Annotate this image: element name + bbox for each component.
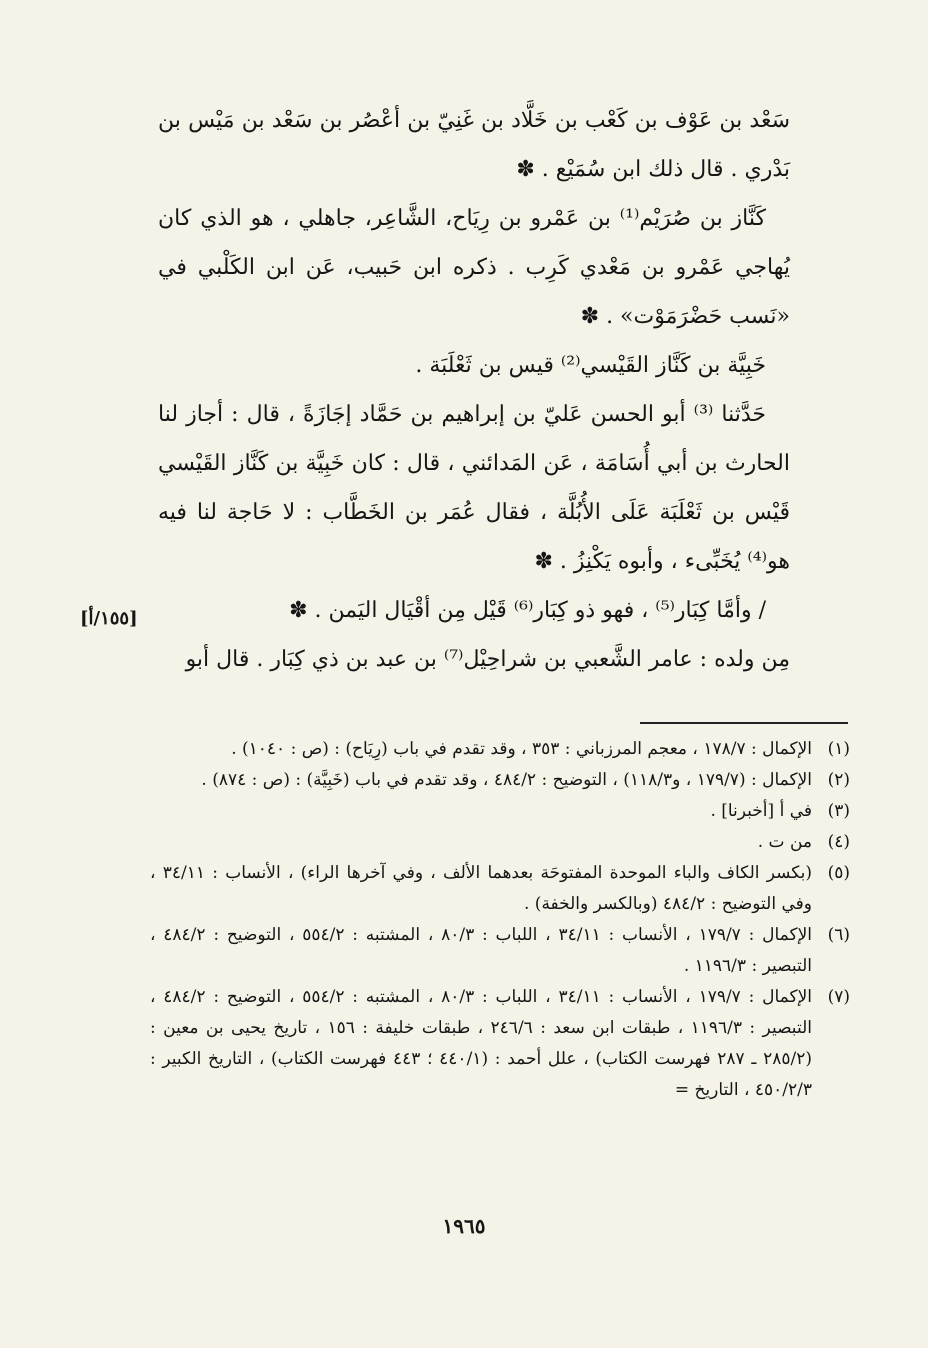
footnote-number: (٢) <box>827 770 850 790</box>
page-number: ١٩٦٥ <box>442 1214 486 1238</box>
footnote-3 <box>150 796 850 827</box>
footnote-text: في أ [أخبرنا] . <box>710 801 812 821</box>
main-text <box>158 96 790 684</box>
paragraph-saad: سَعْد بن عَوْف بن كَعْب بن خَلَّاد بن غَنِيّ بن أعْصُر بن سَعْد بن مَيْس بن بَدْري . قال ذلك ابن سُمَيْع . ✽ <box>158 108 790 182</box>
footnote-text: من ت . <box>757 832 812 852</box>
footnote-number: (٧) <box>827 987 850 1007</box>
footnote-number: (١) <box>827 739 850 759</box>
footnote-number: (٤) <box>827 832 850 852</box>
footnote-text: (بكسر الكاف والباء الموحدة المفتوحَة بعدهما الألف ، وفي آخرها الراء) ، الأنساب : ٣٤/١١ ، وفي التوضيح : ٤٨٤/٢ (وبالكسر والخفة) . <box>150 863 813 914</box>
paragraph-kibar: / وأمَّا كِبَار⁽⁵⁾ ، فهو ذو كِبَار⁽⁶⁾ قَيْل مِن أقْيَال اليَمن . ✽ <box>289 598 766 623</box>
paragraph-khabiyya: خَبِيَّة بن كَنَّاز القَيْسي⁽²⁾ قيس بن ثَعْلَبَة . <box>415 353 766 378</box>
paragraph-haddathana: حَدَّثنا ⁽³⁾ أبو الحسن عَليّ بن إبراهيم بن حَمَّاد إجَازَةً ، قال : أجاز لنا الحارث بن أبي أُسَامَة ، عَن المَدائني ، قال : كان خَبِيَّة بن كَنَّاز القَيْسي قَيْس بن ثَعْلَبَة عَلَى الأُبُلَّة ، فقال عُمَر بن الخَطَّاب : لا حَاجة لنا فيه هو⁽⁴⁾ يُخَبِّىء ، وأبوه يَكْنِزُ . ✽ <box>158 402 790 574</box>
footnotes <box>150 734 850 1106</box>
footnote-4 <box>150 827 850 858</box>
footnote-text: الإكمال : ١٧٨/٧ ، معجم المرزباني : ٣٥٣ ، وقد تقدم في باب (رِيَاح) : (ص : ١٠٤٠) . <box>231 739 812 759</box>
footnote-number: (٦) <box>827 925 850 945</box>
paragraph-kannaz: كَنَّاز بن صُرَيْم⁽¹⁾ بن عَمْرو بن رِيَاح، الشَّاعِر، جاهلي ، هو الذي كان يُهاجي عَمْرو بن مَعْدي كَرِب . ذكره ابن حَبيب، عَن ابن الكَلْبي في «نَسب حَضْرَمَوْت» . ✽ <box>158 206 790 329</box>
footnote-1 <box>150 734 850 765</box>
footnote-number: (٥) <box>827 863 850 883</box>
manuscript-folio-marker: [١٥٥/أ] <box>80 608 138 629</box>
footnote-6 <box>150 920 850 982</box>
footnote-text: الإكمال : ١٧٩/٧ ، الأنساب : ٣٤/١١ ، اللباب : ٨٠/٣ ، المشتبه : ٥٥٤/٢ ، التوضيح : ٤٨٤/٢ ، التبصير : ١١٩٦/٣ ، طبقات ابن سعد : ٢٤٦/٦ ، طبقات خليفة : ١٥٦ ، تاريخ يحيى بن معين : (٢٨٥/٢ ـ ٢٨٧ فهرست الكتاب) ، علل أحمد : (٤٤٠/١ ؛ ٤٤٣ فهرست الكتاب) ، التاريخ الكبير : ٤٥٠/٢/٣ ، التاريخ = <box>150 987 812 1100</box>
footnote-number: (٣) <box>827 801 850 821</box>
footnote-2 <box>150 765 850 796</box>
paragraph-min-waladihi: مِن ولده : عامر الشَّعبي بن شراحِيْل⁽⁷⁾ بن عبد بن ذي كِبَار . قال أبو <box>185 647 790 672</box>
footnote-text: الإكمال : (١٧٩/٧ ، و١١٨/٣) ، التوضيح : ٤٨٤/٢ ، وقد تقدم في باب (خَبِيَّة) : (ص : ٨٧٤) . <box>201 770 812 790</box>
footnote-text: الإكمال : ١٧٩/٧ ، الأنساب : ٣٤/١١ ، اللباب : ٨٠/٣ ، المشتبه : ٥٥٤/٢ ، التوضيح : ٤٨٤/٢ ، التبصير : ١١٩٦/٣ . <box>150 925 812 976</box>
footnote-separator <box>640 722 848 724</box>
footnote-7 <box>150 982 850 1106</box>
footnote-5 <box>150 858 850 920</box>
